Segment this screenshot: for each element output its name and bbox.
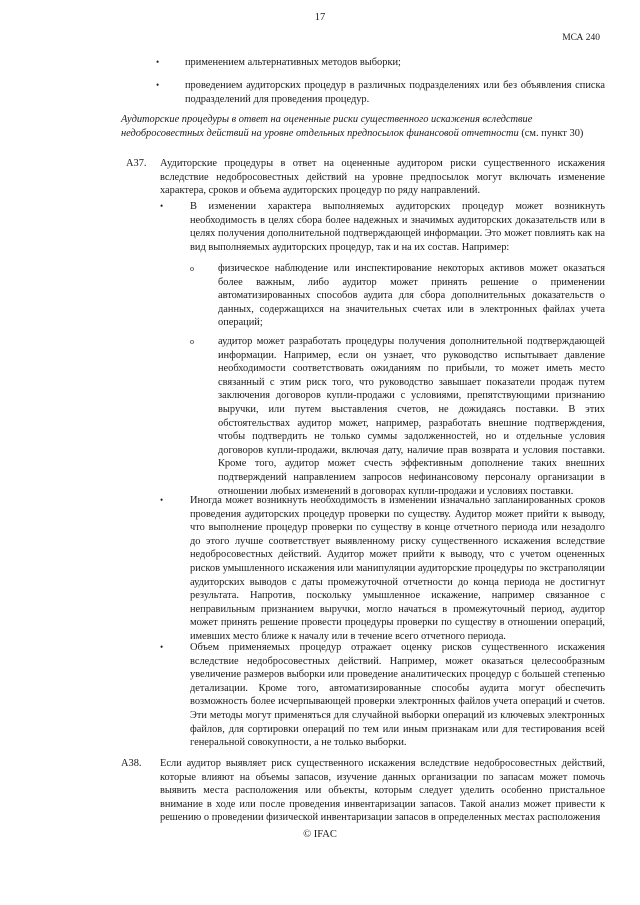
a38-text: Если аудитор выявляет риск существенного искажения вследствие недобросовестных действий, которые влияют на объемы запасов, изучение данных организации по запасам может помочь выявить места расположения или объекты, которым следует уделить особенно пристальное внимание в ходе или после проведения инвентаризации запасов. Такой анализ может привести к решению о проведении физической инвентаризации запасов в определенных местах расположения — [160, 758, 605, 824]
bullet-marker: • — [156, 80, 160, 90]
subheading-title: Аудиторские процедуры в ответ на оцененные риски существенного искажения вследствие недобросовестных действий на уровне отдельных предпосылок финансовой отчетности — [121, 114, 533, 139]
a37-bullet-timing: Иногда может возникнуть необходимость в изменении изначально запланированных сроков проведения аудиторских процедур проверки по существу. Аудитор может прийти к выводу, что выполнение процедур проверки по существу в конце отчетного периода или незадолго до этого лучше соответствует выявленному риску существенного искажения вследствие недобросовестных действий. Аудитор может прийти к выводу, что с учетом оцененных рисков умышленного искажения или манипуляции аудиторские процедуры по экстраполяции аудиторских выводов с даты промежуточной отчетности до конца периода не достигнут результата. Напротив, поскольку умышленное искажение, например связанное с неправильным признанием выручки, могло начаться в промежуточный период, аудитор может принять решение провести процедуры проверки по существу в отношении операций, имевших место ближе к началу или в течение всего отчетного периода. — [190, 495, 605, 642]
paragraph-label-a37: А37. — [126, 158, 147, 169]
bullet-marker: • — [160, 495, 164, 505]
section-subheading — [121, 113, 605, 140]
footer-copyright: © IFAC — [303, 829, 337, 840]
sub-bullet-marker: o — [190, 337, 194, 346]
top-bullet-2: проведением аудиторских процедур в различных подразделениях или без объявления списка подразделений для проведения процедур. — [185, 80, 605, 105]
a37-sub-confirmations: аудитор может разработать процедуры получения дополнительной подтверждающей информации. Например, если он узнает, что руководство испытывает давление необходимости соответствовать ожиданиям по прибыли, то может иметь место связанный с этим риск того, что руководство завышает показатели продаж путем заключения договоров купли-продажи с условиями, препятствующими признанию выручки, или путем выставления счетов, не дожидаясь поставки. В этих обстоятельствах аудитор может, например, разработать внешние подтверждения, чтобы подтвердить не только суммы задолженностей, но и отдельные условия договоров купли-продажи, включая дату, наличие прав возврата и условия поставки. Кроме того, аудитор может счесть эффективным дополнение таких внешних подтверждений направлением запросов нефинансовому персоналу организации в отношении любых изменений в договорах купли-продажи и условиях поставки. — [218, 336, 605, 497]
page-number: 17 — [314, 12, 326, 23]
a37-intro: Аудиторские процедуры в ответ на оцененные аудитором риски существенного искажения вследствие недобросовестных действий на уровне предпосылок могут включать изменение характера, сроков и объема аудиторских процедур по ряду направлений. — [160, 158, 605, 197]
a37-bullet-nature: В изменении характера выполняемых аудиторских процедур может возникнуть необходимость в целях сбора более надежных и значимых аудиторских доказательств или в целях получения дополнительной подтверждающей информации. Это может повлиять как на вид выполняемых аудиторских процедур, так и на их состав. Например: — [190, 201, 605, 253]
subheading-reference: (см. пункт 30) — [518, 127, 584, 139]
a37-sub-physical-observation: физическое наблюдение или инспектирование некоторых активов может оказаться более важным, либо аудитор может принять решение о применении автоматизированных способов аудита для сбора дополнительных доказательств о данных, содержащихся на значительных счетах или в электронных файлах учета операций; — [218, 263, 605, 329]
a37-bullet-extent: Объем применяемых процедур отражает оценку рисков существенного искажения вследствие недобросовестных действий. Например, может оказаться целесообразным увеличение размеров выборки или проведение аналитических процедур с большей степенью детализации. Кроме того, автоматизированные способы аудита могут обеспечить возможность более исчерпывающей проверки электронных файлов учета операций и счетов. Эти методы могут применяться для случайной выборки операций из ключевых электронных файлов, для сортировки операций по тем или иным признакам или для тестирования всей генеральной совокупности, а не только выборки. — [190, 642, 605, 749]
bullet-marker: • — [156, 57, 160, 67]
sub-bullet-marker: o — [190, 264, 194, 273]
bullet-marker: • — [160, 642, 164, 652]
paragraph-label-a38: А38. — [121, 758, 142, 769]
top-bullet-1: применением альтернативных методов выборки; — [185, 57, 401, 68]
document-code: МСА 240 — [562, 33, 600, 43]
bullet-marker: • — [160, 201, 164, 211]
